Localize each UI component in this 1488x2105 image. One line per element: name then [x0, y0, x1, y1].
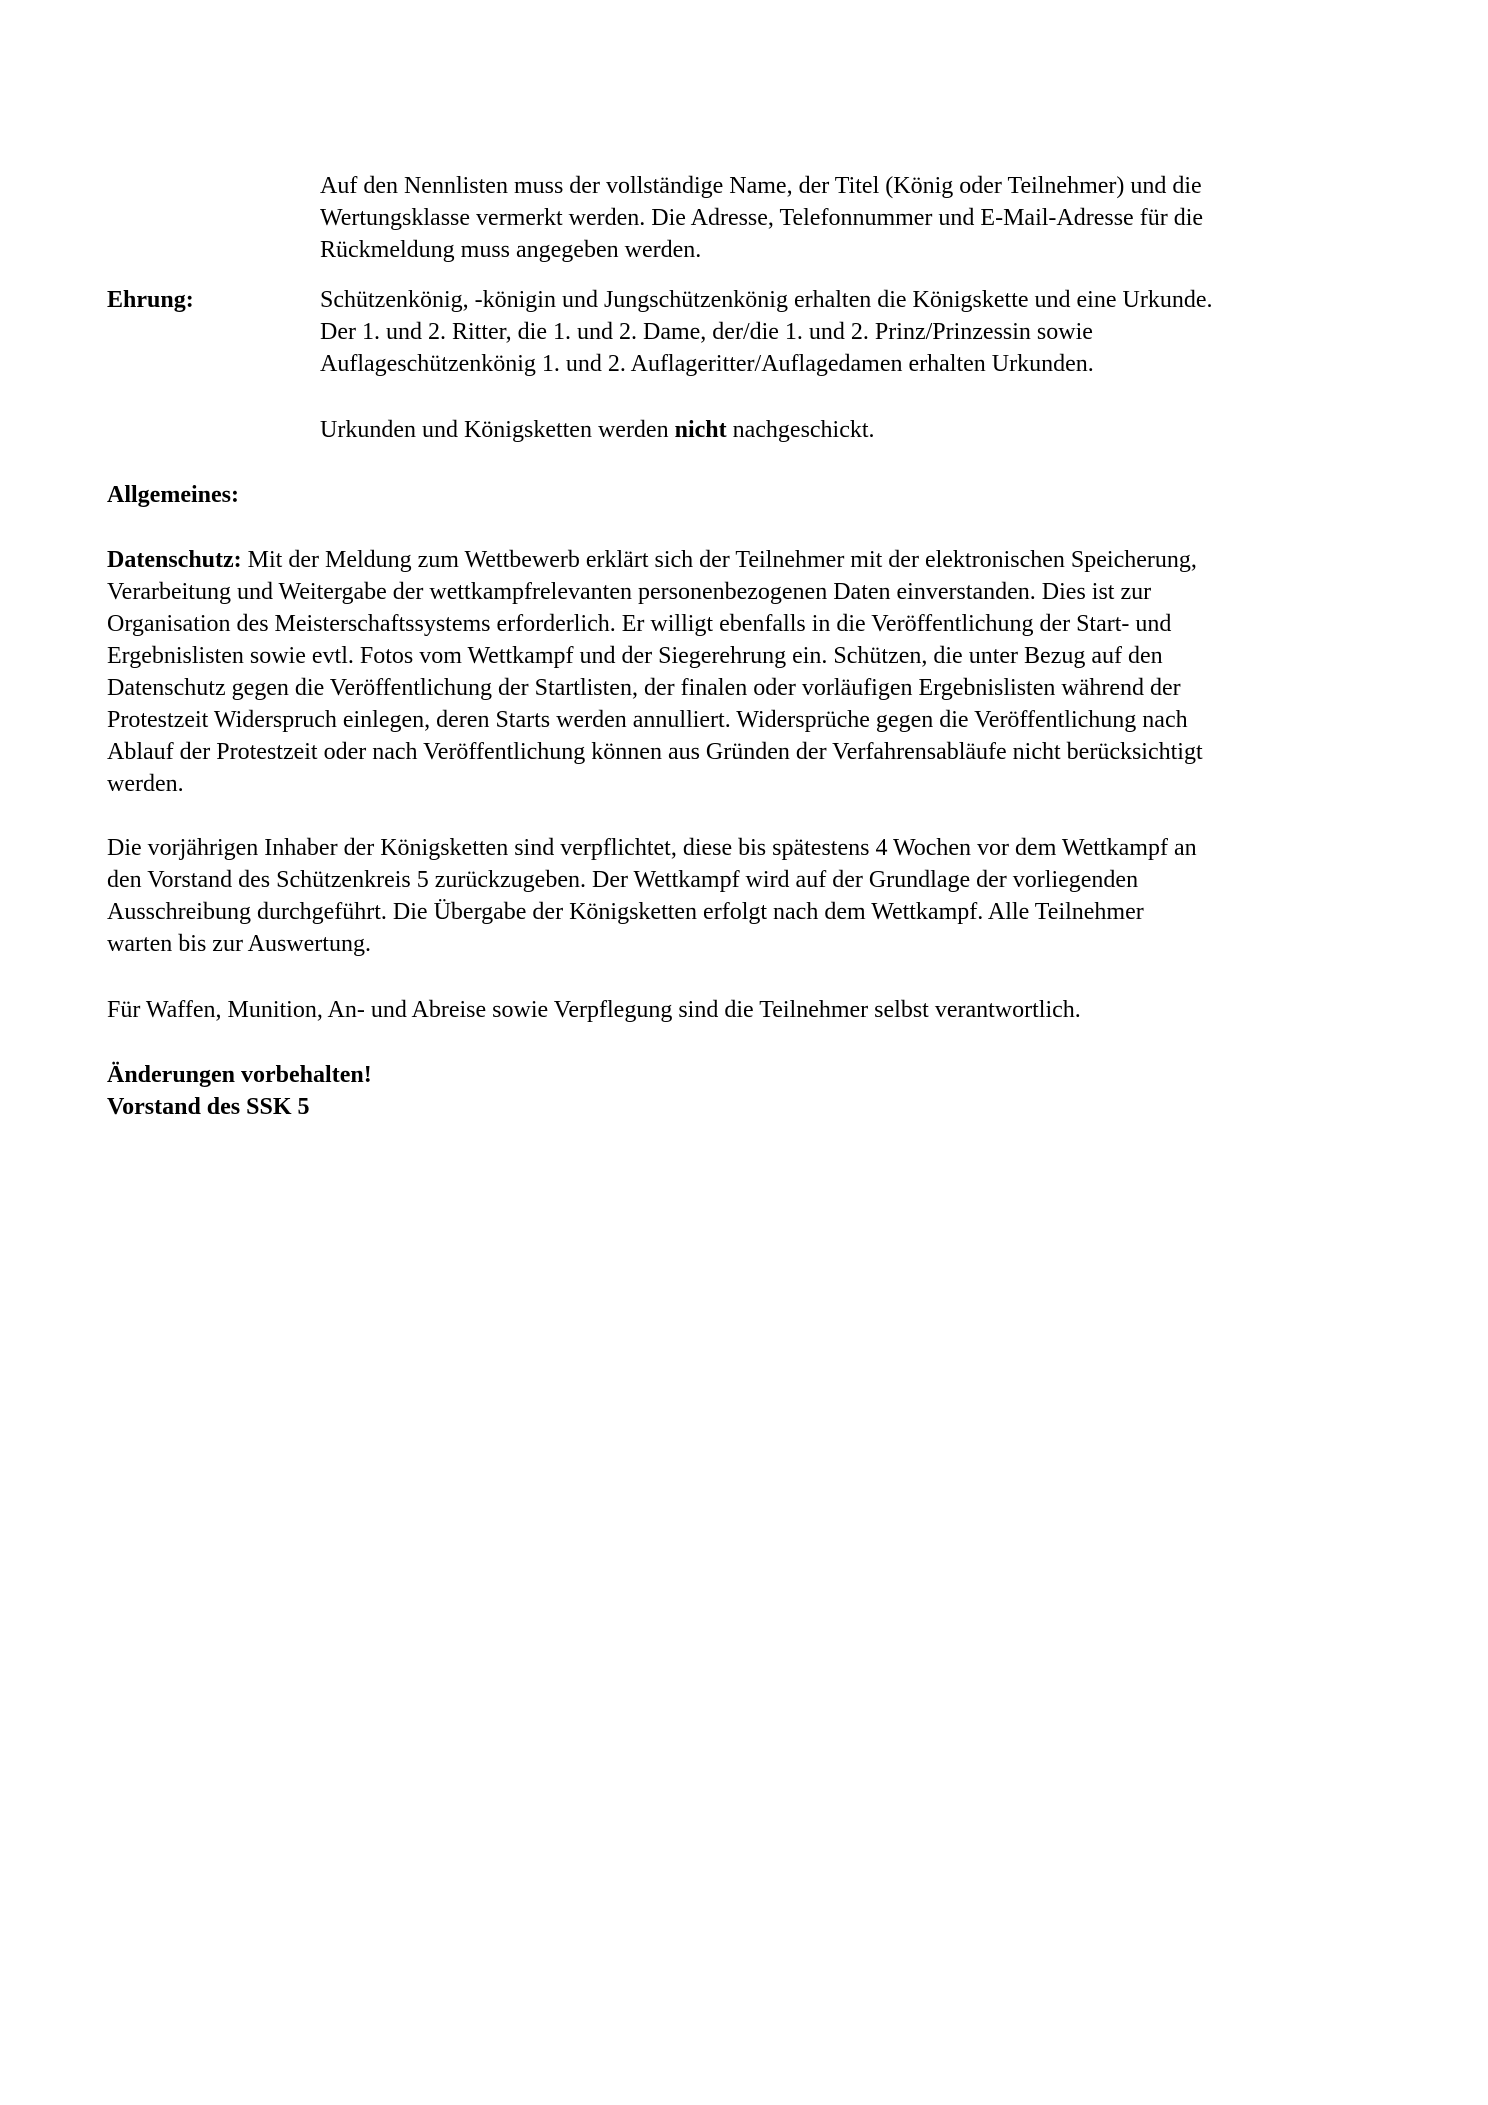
koenigsketten-line: warten bis zur Auswertung.	[107, 931, 371, 957]
datenschutz-first-line: Mit der Meldung zum Wettbewerb erklärt sich der Teilnehmer mit der elektronischen Speicherung,	[241, 547, 1197, 573]
ehrung-paragraph	[320, 284, 1410, 380]
datenschutz-line: Ablauf der Protestzeit oder nach Veröffentlichung können aus Gründen der Verfahrensabläufe nicht berücksichtigt	[107, 739, 1203, 765]
datenschutz-line: Protestzeit Widerspruch einlegen, deren Starts werden annulliert. Widersprüche gegen die Veröffentlichung nach	[107, 707, 1188, 733]
ehrung-line: Schützenkönig, -königin und Jungschützenkönig erhalten die Königskette und eine Urkunde.	[320, 287, 1213, 313]
datenschutz-line: werden.	[107, 771, 184, 797]
verantwortung-line: Für Waffen, Munition, An- und Abreise sowie Verpflegung sind die Teilnehmer selbst verantwortlich.	[107, 997, 1081, 1023]
ehrung-note-line	[320, 414, 1410, 446]
datenschutz-line	[107, 544, 1427, 576]
koenigsketten-line: Die vorjährigen Inhaber der Königsketten sind verpflichtet, diese bis spätestens 4 Wochen vor dem Wettkampf an	[107, 835, 1197, 861]
nennlisten-line: Wertungsklasse vermerkt werden. Die Adresse, Telefonnummer und E-Mail-Adresse für die	[320, 205, 1204, 231]
datenschutz-line: Datenschutz gegen die Veröffentlichung der Startlisten, der finalen oder vorläufigen Ergebnislisten während der	[107, 675, 1181, 701]
nennlisten-paragraph	[320, 170, 1410, 266]
nennlisten-line: Auf den Nennlisten muss der vollständige Name, der Titel (König oder Teilnehmer) und die	[320, 173, 1202, 199]
ehrung-note-after: nachgeschickt.	[726, 417, 875, 443]
allgemeines-heading: Allgemeines:	[107, 482, 239, 508]
koenigsketten-line: Ausschreibung durchgeführt. Die Übergabe der Königsketten erfolgt nach dem Wettkampf. Alle Teilnehmer	[107, 899, 1144, 925]
datenschutz-paragraph	[107, 544, 1427, 800]
verantwortung-paragraph	[107, 994, 1427, 1026]
nennlisten-line: Rückmeldung muss angegeben werden.	[320, 237, 702, 263]
koenigsketten-line: den Vorstand des Schützenkreis 5 zurückzugeben. Der Wettkampf wird auf der Grundlage der vorliegenden	[107, 867, 1139, 893]
ehrung-note-bold: nicht	[674, 417, 727, 443]
ehrung-line: Auflageschützenkönig 1. und 2. Auflageritter/Auflagedamen erhalten Urkunden.	[320, 351, 1094, 377]
ehrung-note	[320, 414, 1410, 446]
ehrung-line: Der 1. und 2. Ritter, die 1. und 2. Dame, der/die 1. und 2. Prinz/Prinzessin sowie	[320, 319, 1093, 345]
ehrung-note-before: Urkunden und Königsketten werden	[320, 417, 675, 443]
datenschutz-label: Datenschutz:	[107, 547, 242, 573]
datenschutz-line: Ergebnislisten sowie evtl. Fotos vom Wettkampf und der Siegerehrung ein. Schützen, die unter Bezug auf den	[107, 643, 1163, 669]
footer-block	[107, 1059, 1427, 1123]
footer-signature: Vorstand des SSK 5	[107, 1094, 310, 1120]
datenschutz-line: Organisation des Meisterschaftssystems erforderlich. Er willigt ebenfalls in die Veröffentlichung der Start- und	[107, 611, 1172, 637]
footer-changes-reserved: Änderungen vorbehalten!	[107, 1062, 372, 1088]
datenschutz-line: Verarbeitung und Weitergabe der wettkampfrelevanten personenbezogenen Daten einverstanden. Dies ist zur	[107, 579, 1152, 605]
koenigsketten-paragraph	[107, 832, 1427, 960]
ehrung-label: Ehrung:	[107, 287, 194, 313]
